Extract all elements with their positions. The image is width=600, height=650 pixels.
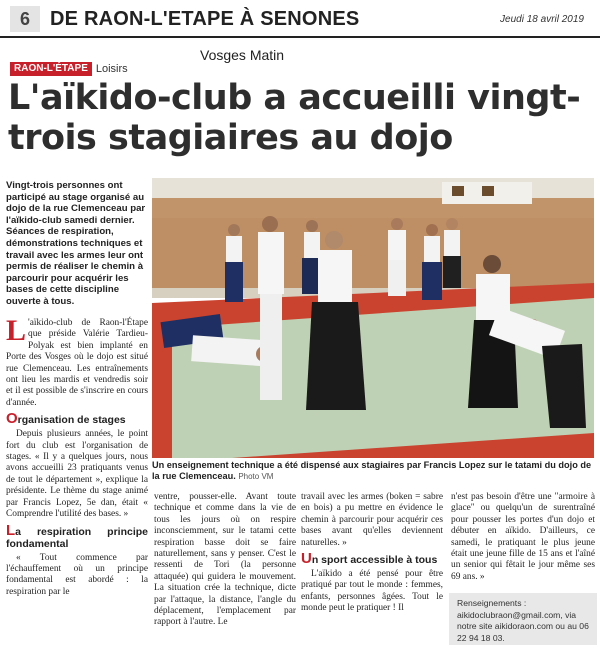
headline: L'aïkido-club a accueilli vingt-trois stagiaires au dojo	[8, 78, 581, 158]
page-number: 6	[10, 6, 40, 32]
practitioner-center-left	[258, 216, 284, 400]
kicker	[10, 62, 128, 76]
article-column-1	[6, 314, 148, 598]
subhead-initial: O	[6, 410, 18, 428]
caption-text: Un enseignement technique a été dispensé aux stagiaires par Francis Lopez sur le tatami du dojo de la rue Clemenceau.	[152, 460, 592, 481]
subhead-sport	[301, 550, 443, 568]
page-header	[0, 0, 600, 38]
source-label: Vosges Matin	[200, 47, 285, 63]
article-column-2	[154, 492, 296, 629]
dojo-photo-illustration	[152, 178, 594, 458]
kicker-subsection: Loisirs	[95, 63, 128, 75]
info-box: Renseignements : aikidoclubraon@gmail.com, via notre site aikidoraon.com ou au 06 22 94 18 03.	[449, 593, 597, 645]
subhead-rest: n sport accessible à tous	[311, 554, 438, 567]
subhead-organisation	[6, 410, 148, 428]
photo-credit: Photo VM	[238, 472, 274, 481]
kicker-tag: RAON-L'ÉTAPE	[10, 62, 92, 76]
publication-date: Jeudi 18 avril 2019	[500, 14, 584, 25]
photo-caption	[152, 460, 594, 482]
paragraph-respiration: « Tout commence par l'échauffement où un principe fondamental est abordé : la respiration par le	[6, 552, 148, 597]
article-column-3	[301, 492, 443, 615]
paragraph-technique: ventre, pousser-elle. Avant toute technique et comme dans la vie de tous les jours où on respire inconsciemment, sur le tatami cette respiration basse doit se faire naturellement, sans y penser. C'est le ressenti de Tori (la personne attaquée) qui guidera le mouvement. La situation crée la technique, dicte par l'attaque, la distance, l'angle du déplacement, l'emplacement par rapport à l'autre. Le	[154, 492, 296, 628]
paragraph-stages: Depuis plusieurs années, le point fort du club est l'organisation de stages. « Il y a quelques jours, nous avons accueilli 23 pratiquants venus de tout le département », explique la présidente. Le thème du stage animé par Francis Lopez, 5e dan, était « Comprendre l'utilité des bases. »	[6, 429, 148, 520]
dropcap: L	[6, 314, 27, 347]
subhead-rest: a respiration principe fondamental	[6, 525, 148, 550]
dojo-photo	[152, 178, 594, 458]
subhead-respiration	[6, 521, 148, 550]
intro-paragraph	[6, 314, 148, 409]
wall-frame	[452, 186, 464, 196]
subhead-initial: L	[6, 521, 16, 539]
article-column-4	[451, 492, 595, 583]
subhead-rest: rganisation de stages	[17, 414, 126, 427]
wood-panels	[152, 198, 594, 288]
intro-text: 'aïkido-club de Raon-l'Étape que préside Valérie Tardieu-Polyak est bien implanté en Porte des Vosges où le dojo est situé rue Clemenceau. Les entraînements ont lieu les mardis et vendredis soir et il est possible de s'inscrire en cours d'année.	[6, 318, 148, 408]
paragraph-pratiquants: n'est pas besoin d'être une "armoire à glace" ou quelqu'un de surentraîné pour pousser les portes d'un dojo et débuter en aïkido. D'ailleurs, ce samedi, le pratiquant le plus jeune était une jeune fille de 15 ans et l'aîné un senior qui fêtait le jour même ses 69 ans. »	[451, 492, 595, 582]
wall-frame	[482, 186, 494, 196]
subhead-initial: U	[301, 550, 312, 568]
section-title: DE RAON-L'ETAPE À SENONES	[50, 8, 360, 30]
paragraph-accessible: L'aïkido a été pensé pour être pratiqué par tout le monde : femmes, enfants, personnes âgées. Tout le monde peut le pratiquer ! Il	[301, 569, 443, 614]
paragraph-armes: travail avec les armes (boken = sabre en bois) a pu mettre en évidence le chemin à parcourir pour acquérir ces bases avant qu'elles deviennent naturelles. »	[301, 492, 443, 548]
lead-paragraph: Vingt-trois personnes ont participé au stage organisé au dojo de la rue Clemenceau par l'aïkido-club samedi dernier. Séances de respiration, démonstrations techniques et travail avec les armes leur ont permis de réaliser le chemin à parcourir pour acquérir les bases de cette discipline ouverte à tous.	[6, 180, 146, 307]
